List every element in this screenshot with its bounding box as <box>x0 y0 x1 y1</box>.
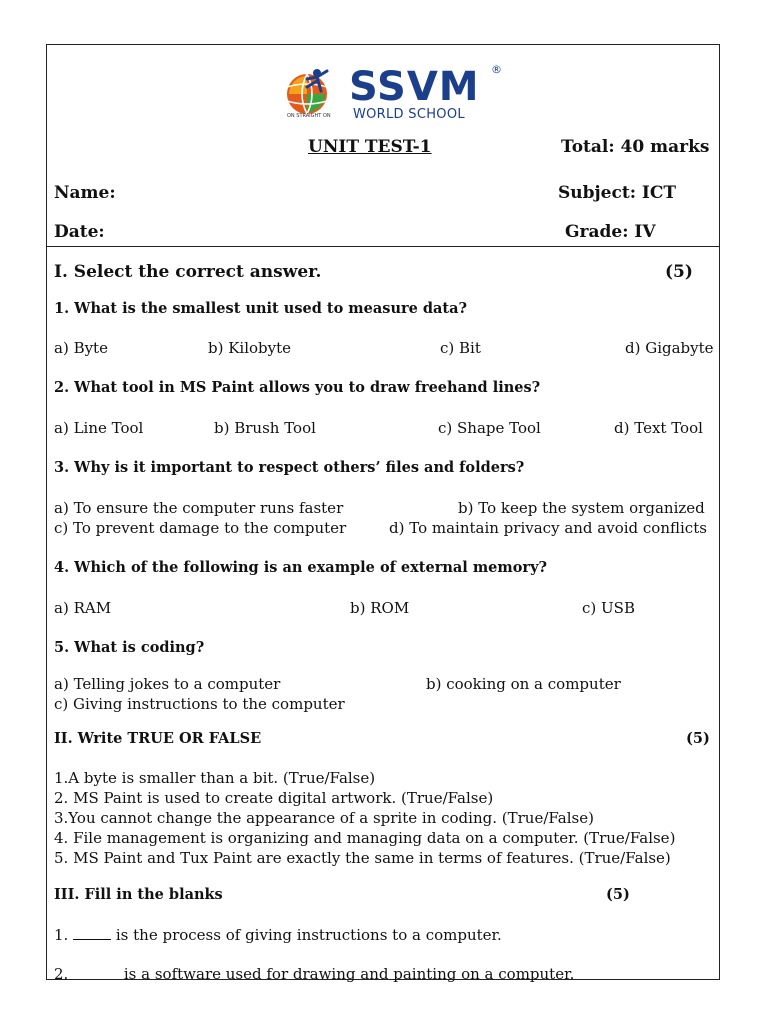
q2-option-c: c) Shape Tool <box>438 419 541 437</box>
fill-blank-number: 1. <box>54 926 69 944</box>
q2-option-d: d) Text Tool <box>614 419 703 437</box>
true-false-item-4: 4. File management is organizing and managing data on a computer. (True/False) <box>54 829 676 847</box>
date-label: Date: <box>54 222 105 242</box>
school-logo <box>277 63 507 123</box>
name-label: Name: <box>54 183 116 203</box>
section3-heading: III. Fill in the blanks <box>54 886 223 903</box>
section2-heading: II. Write TRUE OR FALSE <box>54 730 262 747</box>
q3-option-a: a) To ensure the computer runs faster <box>54 499 344 517</box>
section1-marks: (5) <box>665 262 693 282</box>
fill-blank-item-1 <box>54 926 502 944</box>
registered-mark: ® <box>491 63 502 76</box>
fill-blank-item-2 <box>54 965 574 983</box>
q4-option-b: b) ROM <box>350 599 410 617</box>
q3-option-c: c) To prevent damage to the computer <box>54 519 347 537</box>
section2-marks: (5) <box>686 730 710 747</box>
q1-option-d: d) Gigabyte <box>625 339 714 357</box>
q2-option-b: b) Brush Tool <box>214 419 316 437</box>
question-1: 1. What is the smallest unit used to measure data? <box>54 300 468 317</box>
question-5: 5. What is coding? <box>54 639 205 656</box>
fill-blank-text: is a software used for drawing and painting on a computer. <box>123 965 575 983</box>
q5-option-a: a) Telling jokes to a computer <box>54 675 281 693</box>
logo-subtitle: WORLD SCHOOL <box>353 107 465 122</box>
fill-blank-number: 2. <box>54 965 69 983</box>
fill-blank-text: is the process of giving instructions to a computer. <box>115 926 502 944</box>
test-paper <box>46 44 720 983</box>
true-false-item-1: 1.A byte is smaller than a bit. (True/False) <box>54 769 376 787</box>
q2-option-a: a) Line Tool <box>54 419 144 437</box>
question-3: 3. Why is it important to respect others’ files and folders? <box>54 459 525 476</box>
q5-option-c: c) Giving instructions to the computer <box>54 695 345 713</box>
q1-option-b: b) Kilobyte <box>208 339 292 357</box>
grade-label: Grade: IV <box>565 222 656 242</box>
subject-label: Subject: ICT <box>558 183 677 203</box>
question-2: 2. What tool in MS Paint allows you to draw freehand lines? <box>54 379 541 396</box>
question-4: 4. Which of the following is an example of external memory? <box>54 559 547 576</box>
logo-tagline: ON STRAIGHT ON <box>287 113 331 119</box>
q4-option-c: c) USB <box>582 599 635 617</box>
q1-option-a: a) Byte <box>54 339 108 357</box>
q4-option-a: a) RAM <box>54 599 112 617</box>
header-divider <box>47 246 719 247</box>
q5-option-b: b) cooking on a computer <box>426 675 621 693</box>
q3-option-d: d) To maintain privacy and avoid conflicts <box>389 519 707 537</box>
test-title: UNIT TEST-1 <box>308 137 432 157</box>
true-false-item-2: 2. MS Paint is used to create digital artwork. (True/False) <box>54 789 494 807</box>
q3-option-b: b) To keep the system organized <box>458 499 705 517</box>
section3-marks: (5) <box>606 886 630 903</box>
logo-wordmark: SSVM <box>349 64 480 110</box>
answer-blank <box>73 927 111 940</box>
total-marks: Total: 40 marks <box>561 137 710 157</box>
q1-option-c: c) Bit <box>440 339 481 357</box>
globe-icon <box>277 67 343 117</box>
true-false-item-5: 5. MS Paint and Tux Paint are exactly the same in terms of features. (True/False) <box>54 849 671 867</box>
section1-heading: I. Select the correct answer. <box>54 262 322 282</box>
true-false-item-3: 3.You cannot change the appearance of a sprite in coding. (True/False) <box>54 809 594 827</box>
